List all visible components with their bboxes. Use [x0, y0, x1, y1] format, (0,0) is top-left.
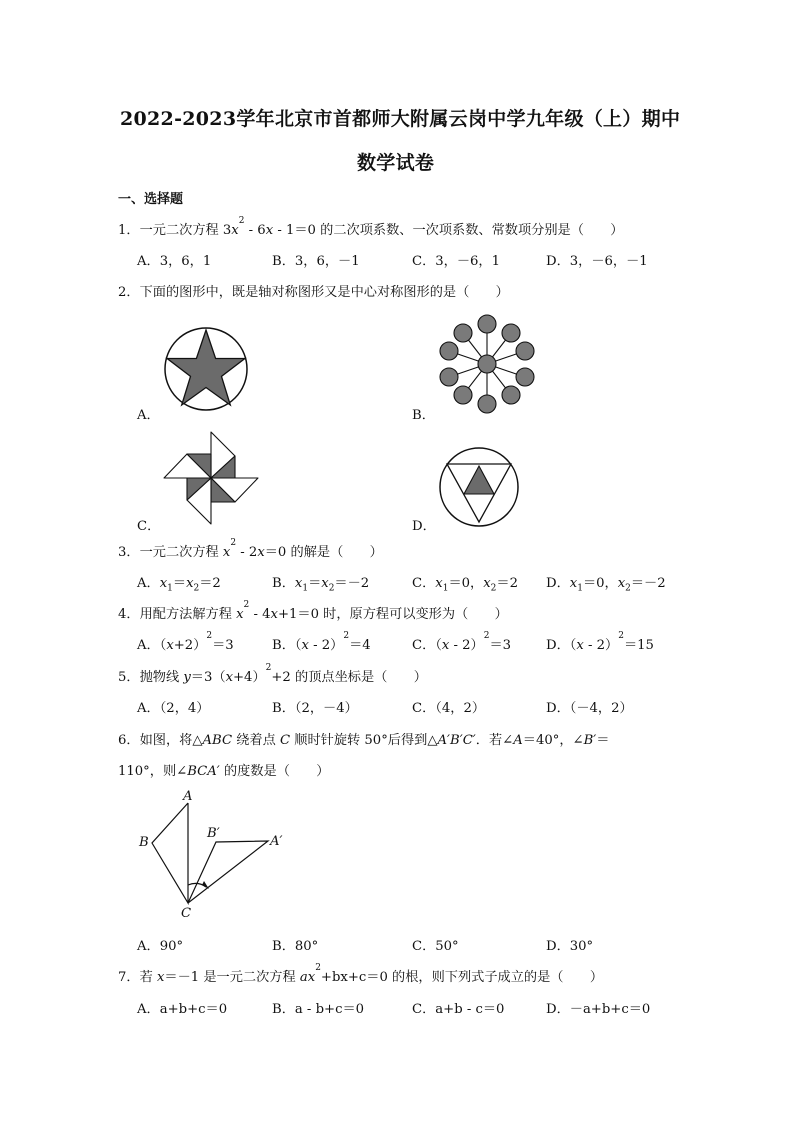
page-subtitle: 数学试卷	[357, 152, 435, 174]
q7-option-c[interactable]: C．a+b - c＝0	[412, 1002, 505, 1017]
figure-star-in-circle	[162, 327, 250, 411]
figure-pinwheel	[162, 430, 260, 526]
q7-option-b[interactable]: B．a - b+c＝0	[272, 1002, 365, 1017]
question-7-stem: 7．若 x＝－1 是一元二次方程 $ax^2+bx+c=0$ 的根，则下列式子成立的是（ ）	[118, 963, 604, 985]
q4-option-d[interactable]: D．（x - 2）$^2$＝15	[546, 631, 654, 653]
question-2-stem: 2．下面的图形中，既是轴对称图形又是中心对称图形的是（ ）	[118, 285, 509, 300]
q5-option-b[interactable]: B．（2，－4）	[272, 701, 358, 716]
q3-option-b[interactable]: B．$x_1=x_2=-2$	[272, 576, 370, 594]
q1-option-d[interactable]: D．3，－6，－1	[546, 254, 648, 269]
q4-option-a[interactable]: A．$(x+2)^2=3$	[137, 631, 234, 653]
page-title: 2022-2023学年北京市首都师大附属云岗中学九年级（上）期中	[120, 108, 681, 130]
q4-option-b[interactable]: B．（x - 2）$^2$＝4	[272, 631, 371, 653]
question-4-stem: 4．用配方法解方程 $x^2 - 4x+1=0$ 时，原方程可以变形为（ ）	[118, 600, 508, 622]
q3-option-d[interactable]: D．$x_1=0$，$x_2=-2$	[546, 576, 666, 594]
section-heading: 一、选择题	[118, 192, 184, 207]
q6-option-c[interactable]: C．50°	[412, 939, 459, 954]
question-6-stem-line2: 110°，则∠BCA′ 的度数是（ ）	[118, 764, 330, 779]
q5-option-a[interactable]: A．（2，4）	[137, 701, 210, 716]
q1-option-b[interactable]: B．3，6，－1	[272, 254, 360, 269]
q3-option-a[interactable]: A．$x_1=x_2=2$	[137, 576, 221, 594]
q1-option-a[interactable]: A．3，6，1	[137, 254, 212, 269]
label-b-prime: B′	[207, 826, 220, 841]
q2-option-d[interactable]: D．	[412, 519, 436, 534]
q6-option-a[interactable]: A．90°	[137, 939, 184, 954]
figure-eight-circles	[437, 314, 537, 414]
q4-option-c[interactable]: C．（x - 2）$^2$＝3	[412, 631, 512, 653]
q2-option-a[interactable]: A．	[137, 408, 160, 423]
label-a: A	[183, 789, 193, 804]
label-a-prime: A′	[270, 834, 283, 849]
label-c: C	[181, 906, 192, 921]
label-b: B	[139, 835, 149, 850]
rotation-figure	[130, 785, 300, 925]
q3-option-c[interactable]: C．$x_1=0$，$x_2=2$	[412, 576, 518, 594]
q2-option-c[interactable]: C．	[137, 519, 161, 534]
figure-triangle-in-circle	[438, 446, 520, 528]
question-5-stem: 5．抛物线 $y=3(x+4)^2+2$ 的顶点坐标是（ ）	[118, 663, 427, 685]
q6-option-b[interactable]: B．80°	[272, 939, 319, 954]
q7-option-a[interactable]: A．a+b+c＝0	[137, 1002, 228, 1017]
question-6-stem-line1: 6．如图，将△ABC 绕着点 C 顺时针旋转 50°后得到△A′B′C′．若∠A＝40°，∠B′＝	[118, 733, 610, 748]
q5-option-d[interactable]: D．（－4，2）	[546, 701, 633, 716]
q7-option-d[interactable]: D．－a+b+c＝0	[546, 1002, 651, 1017]
question-3-stem: 3．一元二次方程 $x^2 - 2x=0$ 的解是（ ）	[118, 538, 383, 560]
question-1-stem: 1．一元二次方程 $3x^2 - 6x - 1=0$ 的二次项系数、一次项系数、常数项分别是（ ）	[118, 216, 624, 238]
q1-option-c[interactable]: C．3，－6，1	[412, 254, 501, 269]
q6-option-d[interactable]: D．30°	[546, 939, 594, 954]
q5-option-c[interactable]: C．（4，2）	[412, 701, 486, 716]
q2-option-b[interactable]: B．	[412, 408, 435, 423]
